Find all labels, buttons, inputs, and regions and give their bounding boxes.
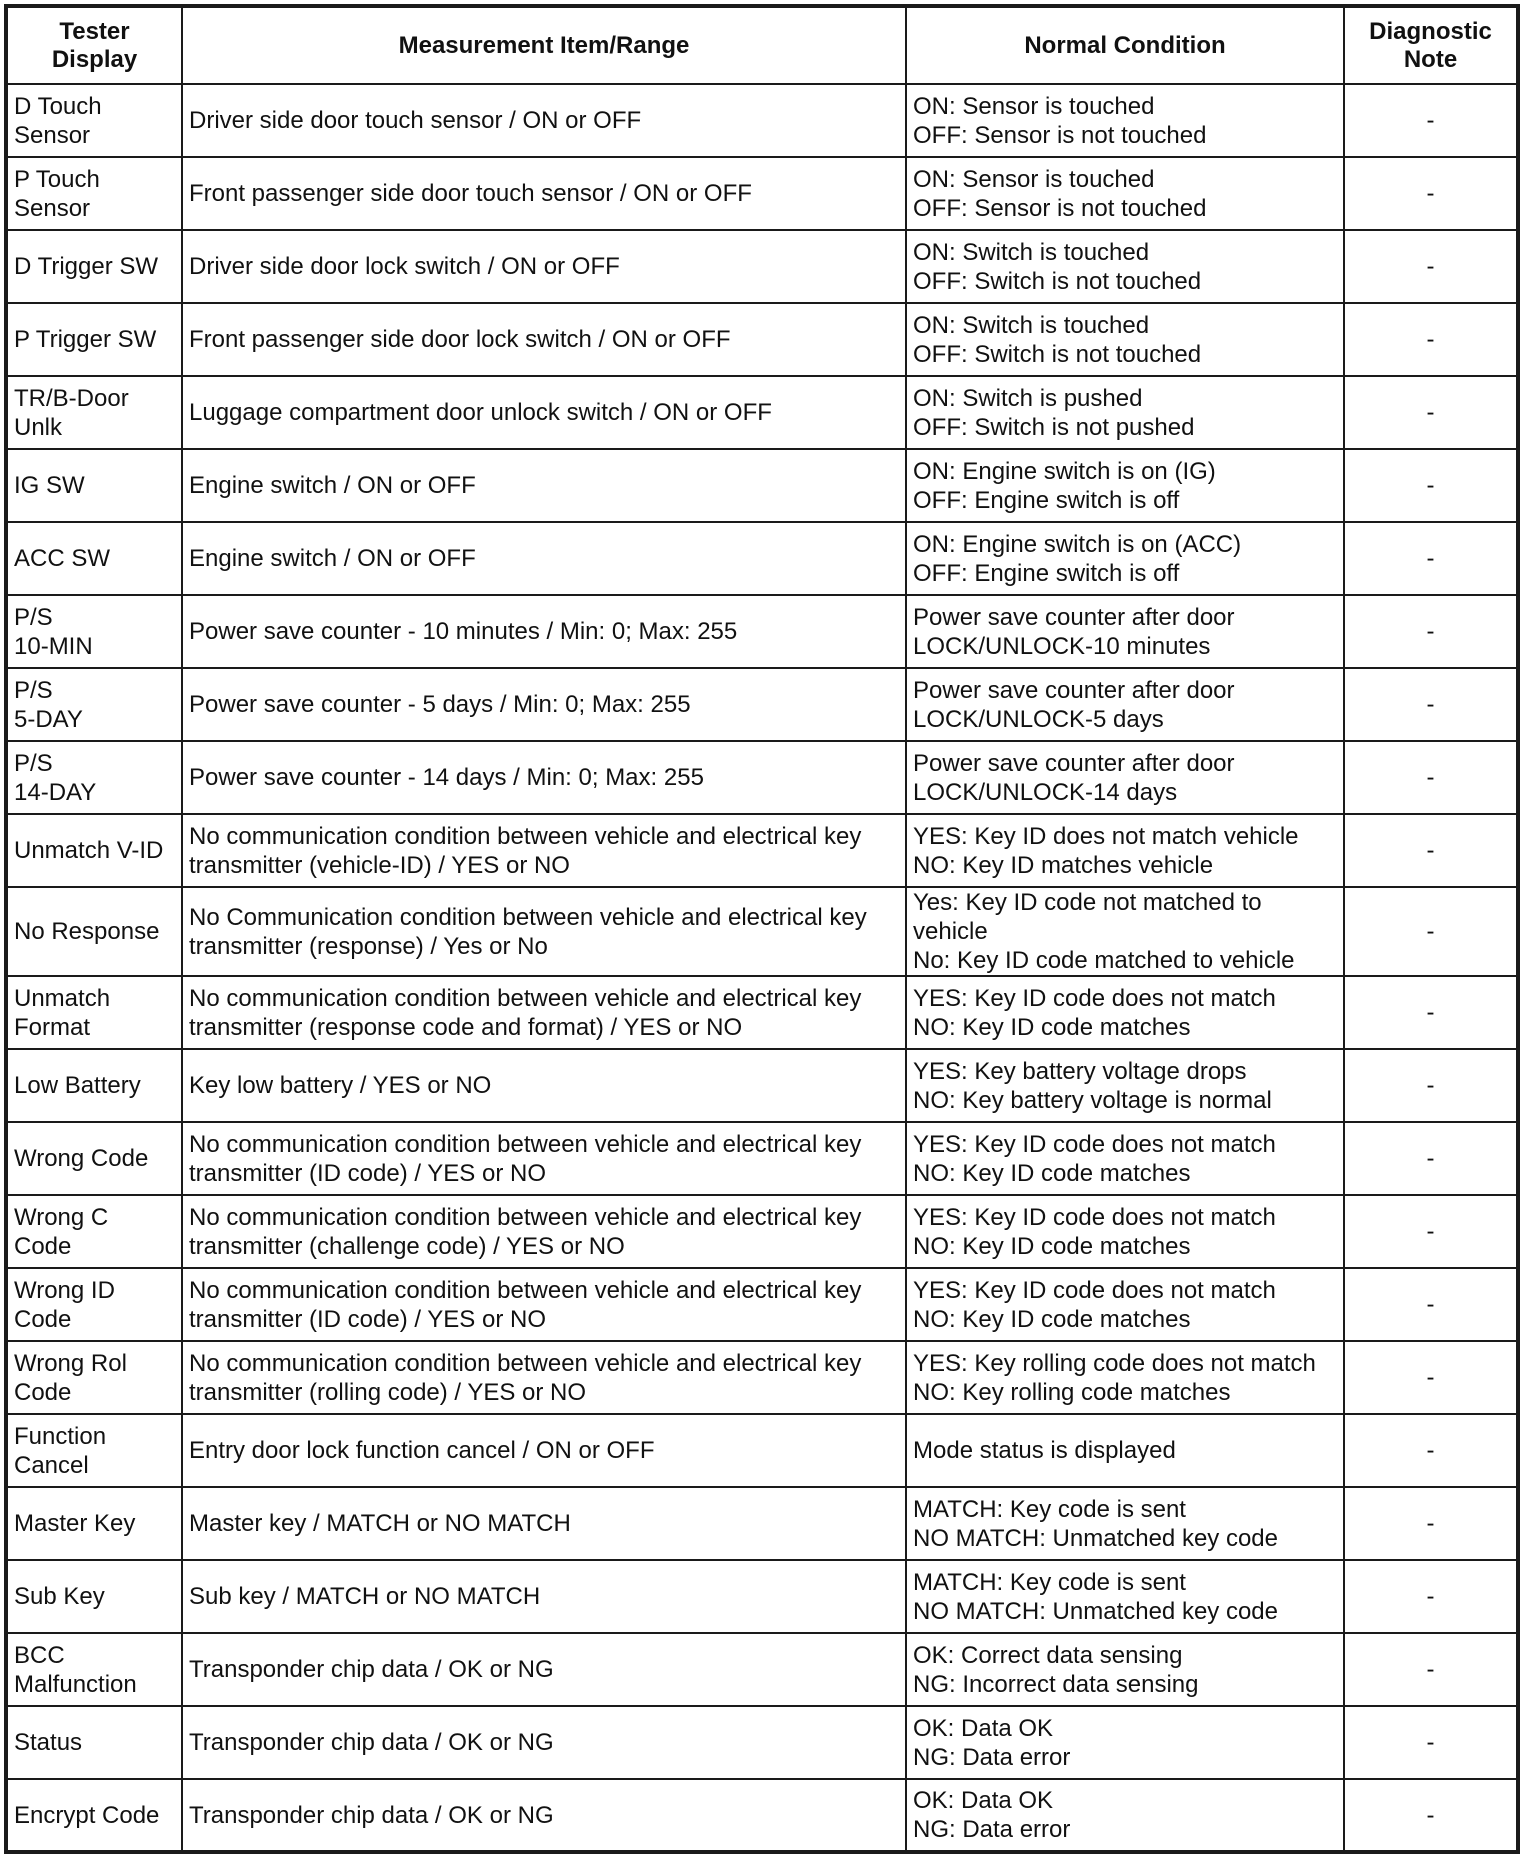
cell-tester-display: No Response (6, 887, 182, 976)
cell-measurement-item: No communication condition between vehicle and electrical key transmitter (challenge code) / YES or NO (182, 1195, 906, 1268)
table-row (6, 230, 1518, 303)
cell-measurement-item: No communication condition between vehicle and electrical key transmitter (vehicle-ID) / YES or NO (182, 814, 906, 887)
cell-measurement-item: Front passenger side door lock switch / ON or OFF (182, 303, 906, 376)
cell-tester-display: P Trigger SW (6, 303, 182, 376)
table-row (6, 1560, 1518, 1633)
table-row (6, 84, 1518, 157)
cell-diagnostic-note: - (1344, 157, 1518, 230)
table-row (6, 1341, 1518, 1414)
cell-measurement-item: Key low battery / YES or NO (182, 1049, 906, 1122)
cell-normal-condition: YES: Key ID code does not match NO: Key ID code matches (906, 1122, 1344, 1195)
cell-normal-condition: ON: Engine switch is on (ACC) OFF: Engine switch is off (906, 522, 1344, 595)
cell-normal-condition: OK: Data OK NG: Data error (906, 1779, 1344, 1852)
cell-tester-display: Wrong ID Code (6, 1268, 182, 1341)
cell-tester-display: Function Cancel (6, 1414, 182, 1487)
cell-normal-condition: MATCH: Key code is sent NO MATCH: Unmatched key code (906, 1487, 1344, 1560)
cell-measurement-item: Power save counter - 14 days / Min: 0; Max: 255 (182, 741, 906, 814)
cell-measurement-item: Entry door lock function cancel / ON or OFF (182, 1414, 906, 1487)
table-row (6, 1049, 1518, 1122)
cell-diagnostic-note: - (1344, 376, 1518, 449)
cell-normal-condition: OK: Data OK NG: Data error (906, 1706, 1344, 1779)
cell-tester-display: P/S 10-MIN (6, 595, 182, 668)
cell-measurement-item: Sub key / MATCH or NO MATCH (182, 1560, 906, 1633)
cell-tester-display: Sub Key (6, 1560, 182, 1633)
cell-diagnostic-note: - (1344, 230, 1518, 303)
cell-diagnostic-note: - (1344, 1560, 1518, 1633)
cell-diagnostic-note: - (1344, 741, 1518, 814)
cell-measurement-item: Engine switch / ON or OFF (182, 449, 906, 522)
cell-measurement-item: No communication condition between vehicle and electrical key transmitter (rolling code) / YES or NO (182, 1341, 906, 1414)
table-row (6, 1195, 1518, 1268)
cell-diagnostic-note: - (1344, 1414, 1518, 1487)
cell-tester-display: P/S 5-DAY (6, 668, 182, 741)
cell-diagnostic-note: - (1344, 1049, 1518, 1122)
cell-measurement-item: Driver side door touch sensor / ON or OFF (182, 84, 906, 157)
table-row (6, 1706, 1518, 1779)
cell-measurement-item: No Communication condition between vehicle and electrical key transmitter (response) / Yes or No (182, 887, 906, 976)
table-row (6, 1779, 1518, 1852)
cell-measurement-item: Power save counter - 10 minutes / Min: 0; Max: 255 (182, 595, 906, 668)
cell-diagnostic-note: - (1344, 976, 1518, 1049)
cell-tester-display: Encrypt Code (6, 1779, 182, 1852)
cell-tester-display: P/S 14-DAY (6, 741, 182, 814)
data-list-table (4, 4, 1520, 1854)
table-row (6, 595, 1518, 668)
table-row (6, 1487, 1518, 1560)
cell-diagnostic-note: - (1344, 814, 1518, 887)
table-row (6, 1122, 1518, 1195)
cell-diagnostic-note: - (1344, 1122, 1518, 1195)
table-row (6, 1268, 1518, 1341)
table-row (6, 1633, 1518, 1706)
cell-normal-condition: YES: Key rolling code does not match NO: Key rolling code matches (906, 1341, 1344, 1414)
cell-diagnostic-note: - (1344, 84, 1518, 157)
cell-diagnostic-note: - (1344, 1341, 1518, 1414)
cell-normal-condition: Power save counter after door LOCK/UNLOCK-5 days (906, 668, 1344, 741)
cell-diagnostic-note: - (1344, 1706, 1518, 1779)
header-normal-condition: Normal Condition (906, 6, 1344, 84)
cell-normal-condition: ON: Switch is touched OFF: Switch is not touched (906, 303, 1344, 376)
cell-tester-display: Wrong C Code (6, 1195, 182, 1268)
cell-measurement-item: Transponder chip data / OK or NG (182, 1779, 906, 1852)
table-row (6, 976, 1518, 1049)
cell-tester-display: BCC Malfunction (6, 1633, 182, 1706)
cell-normal-condition: Yes: Key ID code not matched to vehicle No: Key ID code matched to vehicle (906, 887, 1344, 976)
cell-measurement-item: No communication condition between vehicle and electrical key transmitter (ID code) / YES or NO (182, 1268, 906, 1341)
header-diagnostic-note: Diagnostic Note (1344, 6, 1518, 84)
table-row (6, 741, 1518, 814)
cell-tester-display: P Touch Sensor (6, 157, 182, 230)
cell-normal-condition: ON: Engine switch is on (IG) OFF: Engine switch is off (906, 449, 1344, 522)
cell-measurement-item: Engine switch / ON or OFF (182, 522, 906, 595)
cell-normal-condition: ON: Switch is touched OFF: Switch is not touched (906, 230, 1344, 303)
table-row (6, 814, 1518, 887)
cell-diagnostic-note: - (1344, 1195, 1518, 1268)
cell-normal-condition: ON: Switch is pushed OFF: Switch is not pushed (906, 376, 1344, 449)
cell-diagnostic-note: - (1344, 1779, 1518, 1852)
cell-measurement-item: No communication condition between vehicle and electrical key transmitter (response code and format) / YES or NO (182, 976, 906, 1049)
cell-measurement-item: No communication condition between vehicle and electrical key transmitter (ID code) / YES or NO (182, 1122, 906, 1195)
cell-diagnostic-note: - (1344, 1487, 1518, 1560)
header-measurement-item: Measurement Item/Range (182, 6, 906, 84)
cell-measurement-item: Front passenger side door touch sensor / ON or OFF (182, 157, 906, 230)
cell-normal-condition: OK: Correct data sensing NG: Incorrect data sensing (906, 1633, 1344, 1706)
cell-tester-display: Unmatch Format (6, 976, 182, 1049)
table-row (6, 157, 1518, 230)
table-body (6, 84, 1518, 1852)
cell-measurement-item: Transponder chip data / OK or NG (182, 1633, 906, 1706)
table-row (6, 303, 1518, 376)
cell-measurement-item: Transponder chip data / OK or NG (182, 1706, 906, 1779)
cell-normal-condition: Power save counter after door LOCK/UNLOCK-14 days (906, 741, 1344, 814)
cell-diagnostic-note: - (1344, 1268, 1518, 1341)
table-header (6, 6, 1518, 84)
cell-tester-display: TR/B-Door Unlk (6, 376, 182, 449)
cell-diagnostic-note: - (1344, 449, 1518, 522)
cell-measurement-item: Power save counter - 5 days / Min: 0; Max: 255 (182, 668, 906, 741)
cell-tester-display: ACC SW (6, 522, 182, 595)
header-row (6, 6, 1518, 84)
cell-diagnostic-note: - (1344, 522, 1518, 595)
cell-diagnostic-note: - (1344, 887, 1518, 976)
cell-normal-condition: ON: Sensor is touched OFF: Sensor is not touched (906, 157, 1344, 230)
cell-diagnostic-note: - (1344, 303, 1518, 376)
data-list-sheet (4, 4, 1520, 1854)
cell-diagnostic-note: - (1344, 595, 1518, 668)
table-row (6, 449, 1518, 522)
cell-diagnostic-note: - (1344, 668, 1518, 741)
cell-normal-condition: YES: Key ID code does not match NO: Key ID code matches (906, 976, 1344, 1049)
cell-tester-display: Low Battery (6, 1049, 182, 1122)
cell-normal-condition: MATCH: Key code is sent NO MATCH: Unmatched key code (906, 1560, 1344, 1633)
cell-normal-condition: YES: Key battery voltage drops NO: Key battery voltage is normal (906, 1049, 1344, 1122)
cell-tester-display: Status (6, 1706, 182, 1779)
table-row (6, 887, 1518, 976)
cell-normal-condition: YES: Key ID does not match vehicle NO: Key ID matches vehicle (906, 814, 1344, 887)
cell-tester-display: D Touch Sensor (6, 84, 182, 157)
cell-measurement-item: Driver side door lock switch / ON or OFF (182, 230, 906, 303)
cell-measurement-item: Master key / MATCH or NO MATCH (182, 1487, 906, 1560)
cell-normal-condition: YES: Key ID code does not match NO: Key ID code matches (906, 1195, 1344, 1268)
cell-tester-display: IG SW (6, 449, 182, 522)
cell-normal-condition: Mode status is displayed (906, 1414, 1344, 1487)
table-row (6, 668, 1518, 741)
cell-normal-condition: YES: Key ID code does not match NO: Key ID code matches (906, 1268, 1344, 1341)
cell-diagnostic-note: - (1344, 1633, 1518, 1706)
cell-tester-display: Master Key (6, 1487, 182, 1560)
table-row (6, 376, 1518, 449)
table-row (6, 522, 1518, 595)
cell-tester-display: Wrong Code (6, 1122, 182, 1195)
cell-tester-display: Wrong Rol Code (6, 1341, 182, 1414)
table-row (6, 1414, 1518, 1487)
header-tester-display: Tester Display (6, 6, 182, 84)
cell-normal-condition: ON: Sensor is touched OFF: Sensor is not touched (906, 84, 1344, 157)
cell-tester-display: D Trigger SW (6, 230, 182, 303)
cell-measurement-item: Luggage compartment door unlock switch / ON or OFF (182, 376, 906, 449)
cell-normal-condition: Power save counter after door LOCK/UNLOCK-10 minutes (906, 595, 1344, 668)
cell-tester-display: Unmatch V-ID (6, 814, 182, 887)
